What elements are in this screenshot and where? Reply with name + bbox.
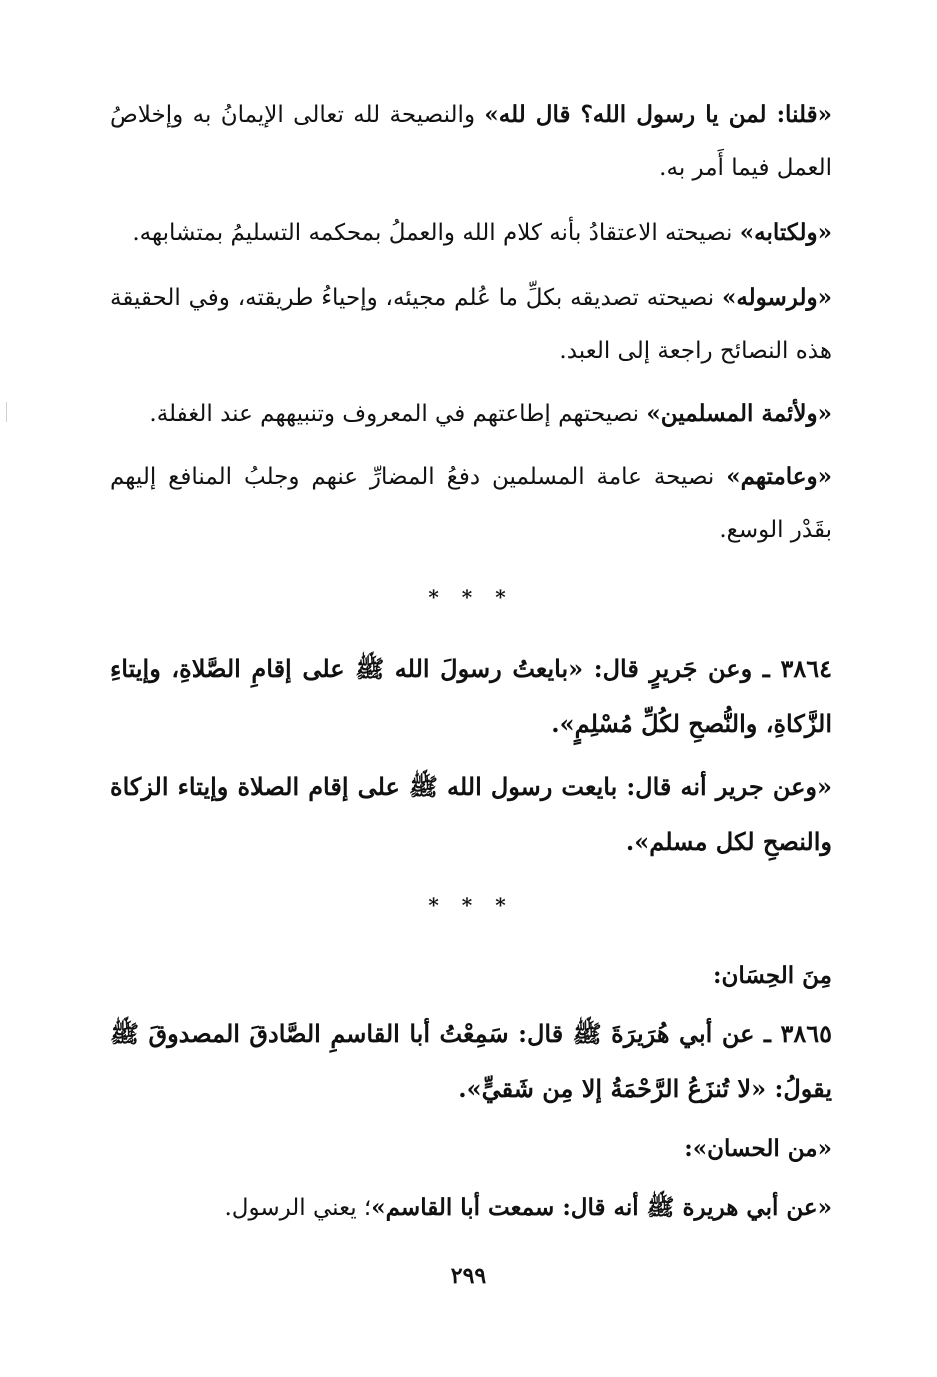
scan-margin-mark bbox=[6, 402, 7, 422]
commentary-text-4: نصيحتهم إطاعتهم في المعروف وتنبيههم عند الغفلة. bbox=[149, 401, 647, 427]
commentary-paragraph-3 bbox=[110, 271, 832, 378]
page-number: ٢٩٩ bbox=[450, 1263, 487, 1289]
hadith-3864-commentary: «وعن جرير أنه قال: بايعت رسول الله ﷺ على إقام الصلاة وإيتاء الزكاة والنصحِ لكل مسلم». bbox=[110, 772, 832, 856]
section-separator-2: * * * bbox=[428, 893, 514, 917]
commentary-text-3: نصيحته تصديقه بكلِّ ما عُلم مجيئه، وإحياءُ طريقته، وفي الحقيقة هذه النصائح راجعة إلى العبد. bbox=[110, 285, 832, 364]
hadith-3865-heading-repeat: «من الحسان»: bbox=[684, 1135, 832, 1162]
page-body bbox=[110, 88, 832, 1235]
commentary-quote-2: «ولكتابه» bbox=[739, 219, 832, 246]
commentary-paragraph-2 bbox=[110, 206, 832, 260]
hadith-3865-commentary-quote: «عن أبي هريرة ﷺ أنه قال: سمعت أبا القاسم» bbox=[371, 1194, 832, 1221]
hadith-3865-commentary bbox=[110, 1181, 832, 1235]
hadith-3864-text: ٣٨٦٤ ـ وعن جَريرٍ قال: «بايعتُ رسولَ الله ﷺ على إقامِ الصَّلاةِ، وإيتاءِ الزَّكاةِ، والنُّصحِ لكُلِّ مُسْلِمٍ». bbox=[110, 654, 832, 738]
commentary-quote-4: «ولأئمة المسلمين» bbox=[646, 400, 832, 427]
section-heading-hisan: مِنَ الحِسَان: bbox=[713, 962, 832, 989]
commentary-text-1: والنصيحة لله تعالى الإيمانُ به وإخلاصُ العمل فيما أَمر به. bbox=[110, 102, 832, 181]
commentary-quote-5: «وعامتهم» bbox=[726, 463, 832, 490]
commentary-text-5: نصيحة عامة المسلمين دفعُ المضارِّ عنهم وجلبُ المنافع إليهم بقَدْر الوسع. bbox=[110, 464, 832, 543]
commentary-paragraph-5 bbox=[110, 450, 832, 557]
commentary-paragraph-1 bbox=[110, 88, 832, 195]
commentary-quote-1: «قلنا: لمن يا رسول الله؟ قال لله» bbox=[484, 101, 832, 128]
hadith-3865-text: ٣٨٦٥ ـ عن أبي هُرَيرَةَ ﷺ قال: سَمِعْتُ أبا القاسمِ الصَّادقَ المصدوقَ ﷺ يقولُ: «لا تُنزَعُ الرَّحْمَةُ إلا مِن شَقيٍّ». bbox=[110, 1019, 832, 1103]
section-separator-1: * * * bbox=[428, 585, 514, 609]
commentary-paragraph-4 bbox=[110, 387, 832, 441]
commentary-quote-3: «ولرسوله» bbox=[721, 284, 832, 311]
commentary-text-2: نصيحته الاعتقادُ بأنه كلام الله والعملُ بمحكمه التسليمُ بمتشابهه. bbox=[132, 220, 740, 246]
hadith-3865-commentary-text: ؛ يعني الرسول. bbox=[224, 1195, 372, 1221]
